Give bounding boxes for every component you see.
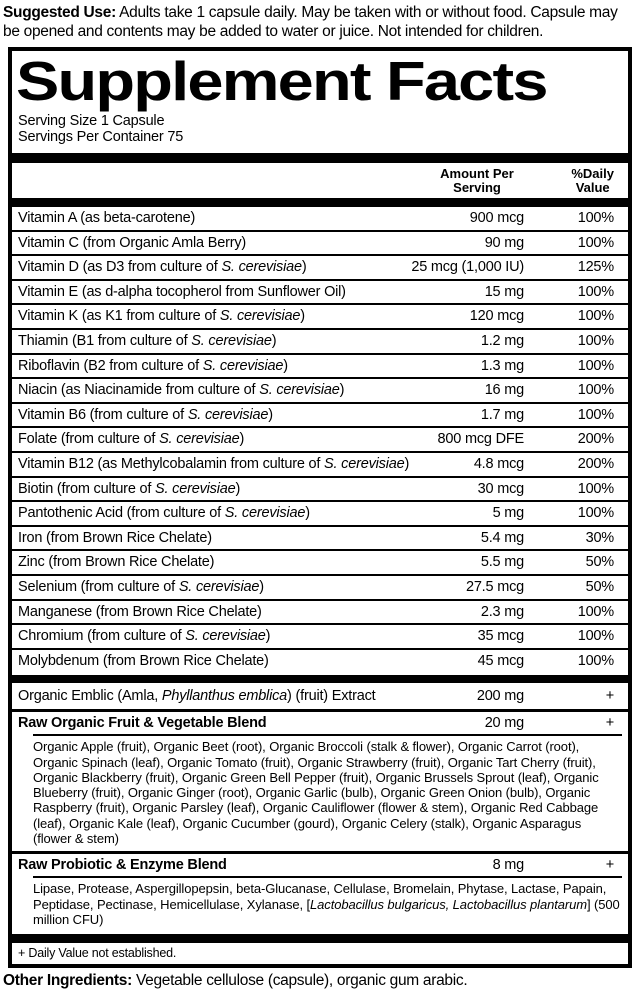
column-header-daily-value: %Daily Value [571,166,614,195]
nutrient-daily-value: 100% [577,652,614,669]
nutrient-daily-value: 200% [577,455,614,472]
nutrient-name: Chromium (from culture of S. cerevisiae) [18,628,271,645]
fruit-vegetable-blend-row [12,709,628,734]
nutrient-row [12,353,628,378]
daily-value-footnote: + Daily Value not established. [18,946,177,961]
nutrient-amount: 2.3 mg [480,603,524,620]
nutrient-row [12,402,628,427]
nutrient-row [12,599,628,624]
nutrient-daily-value: 100% [577,283,614,300]
nutrient-name: Molybdenum (from Brown Rice Chelate) [18,652,269,669]
nutrient-daily-value: 50% [585,554,614,571]
nutrient-amount: 1.3 mg [480,357,524,374]
nutrient-name: Riboflavin (B2 from culture of S. cerevisiae) [18,357,288,374]
nutrient-row [12,303,628,328]
panel-title: Supplement Facts [16,50,547,112]
nutrient-row [12,205,628,230]
nutrient-name: Folate (from culture of S. cerevisiae) [18,431,245,448]
nutrient-amount: 25 mcg (1,000 IU) [411,259,524,276]
nutrient-name: Biotin (from culture of S. cerevisiae) [18,480,241,497]
nutrient-daily-value: 50% [585,578,614,595]
nutrient-amount: 900 mcg [469,210,524,226]
nutrient-name: Vitamin B6 (from culture of S. cerevisiae) [18,406,273,423]
nutrient-amount: 5.5 mg [480,554,524,571]
column-header-amount: Amount Per Serving [440,166,514,195]
probiotic-enzyme-blend-ingredients: Lipase, Protease, Aspergillopepsin, beta-Glucanase, Cellulase, Bromelain, Phytase, Lactase, Papain, Peptidase, Pectinase, Hemicellulase, Xylanase, [Lactobacillus bulgaricus, Lactobacillus plantarum] (500 million CFU) [33,876,622,932]
nutrient-amount: 120 mcg [469,308,524,325]
nutrient-row [12,648,628,673]
nutrient-row [12,574,628,599]
nutrient-name: Pantothenic Acid (from culture of S. cerevisiae) [18,505,310,522]
suggested-use-text: Adults take 1 capsule daily. May be taken with or without food. Capsule may be opened and contents may be added to water or juice. Not intended for children. [3,4,618,40]
nutrient-name: Iron (from Brown Rice Chelate) [18,529,212,546]
nutrient-amount: 45 mcg [477,652,524,669]
nutrient-name: Vitamin K (as K1 from culture of S. cerevisiae) [18,308,305,325]
nutrient-table [12,205,628,672]
nutrient-daily-value: 100% [577,382,614,399]
nutrient-row [12,623,628,648]
nutrient-name: Thiamin (B1 from culture of S. cerevisiae) [18,332,277,349]
nutrient-row [12,500,628,525]
nutrient-daily-value: 100% [577,210,614,226]
servings-per-container: Servings Per Container 75 [18,129,184,145]
nutrient-amount: 4.8 mcg [473,455,524,472]
suggested-use [3,3,636,41]
fruit-vegetable-blend-ingredients: Organic Apple (fruit), Organic Beet (root), Organic Broccoli (stalk & flower), Organic Carrot (root), Organic Spinach (leaf), Organic Tomato (fruit), Organic Strawberry (fruit), Organic Tart Cherry (fruit), Organic Blackberry (fruit), Organic Green Bell Pepper (fruit), Organic Brussels Sprout (leaf), Organic Blueberry (fruit), Organic Ginger (root), Organic Garlic (bulb), Organic Green Onion (bulb), Organic Raspberry (fruit), Organic Parsley (leaf), Organic Cauliflower (flower & stem), Organic Red Cabbage (leaf), Organic Kale (leaf), Organic Cucumber (gourd), Organic Celery (stalk), Organic Asparagus (flower & stem) [33,734,622,851]
nutrient-amount: 1.7 mg [480,406,524,423]
nutrient-daily-value: 100% [577,628,614,645]
nutrient-row [12,328,628,353]
nutrient-amount: 16 mg [484,382,524,399]
nutrient-row [12,549,628,574]
serving-info [18,113,620,145]
ingredient-amount: 200 mg [476,688,524,705]
nutrient-amount: 1.2 mg [480,332,524,349]
nutrient-amount: 800 mcg DFE [437,431,524,448]
supplement-facts-panel [8,47,632,968]
nutrient-daily-value: 100% [577,357,614,374]
divider-bar-thick [12,675,628,683]
blend-daily-value: + [605,715,614,732]
other-ingredients-text: Vegetable cellulose (capsule), organic gum arabic. [131,972,468,990]
table-header [12,163,628,198]
nutrient-name: Vitamin E (as d-alpha tocopherol from Sunflower Oil) [18,283,346,300]
nutrient-amount: 35 mcg [477,628,524,645]
blend-amount: 20 mg [484,715,524,732]
other-ingredients [3,972,636,990]
nutrient-name: Manganese (from Brown Rice Chelate) [18,603,262,620]
nutrient-row [12,254,628,279]
divider-bar-medium [12,198,628,205]
nutrient-row [12,230,628,255]
serving-size: Serving Size 1 Capsule [18,113,165,129]
nutrient-name: Vitamin A (as beta-carotene) [18,210,196,226]
other-ingredients-label: Other Ingredients: [3,972,132,990]
blend-daily-value: + [605,857,614,874]
divider-bar-thick [12,934,628,943]
nutrient-daily-value: 200% [577,431,614,448]
nutrient-daily-value: 30% [585,529,614,546]
nutrient-name: Vitamin C (from Organic Amla Berry) [18,234,247,251]
probiotic-enzyme-blend-row [12,851,628,876]
nutrient-row [12,426,628,451]
blend-amount: 8 mg [492,857,524,874]
nutrient-name: Vitamin D (as D3 from culture of S. cerevisiae) [18,259,307,276]
nutrient-daily-value: 100% [577,603,614,620]
nutrient-amount: 5.4 mg [480,529,524,546]
nutrient-daily-value: 100% [577,406,614,423]
nutrient-row [12,451,628,476]
nutrient-daily-value: 100% [577,505,614,522]
blend-name: Raw Organic Fruit & Vegetable Blend [18,715,267,732]
emblic-extract-row [12,683,628,709]
nutrient-amount: 15 mg [484,283,524,300]
nutrient-row [12,476,628,501]
nutrient-daily-value: 100% [577,308,614,325]
nutrient-name: Selenium (from culture of S. cerevisiae) [18,578,264,595]
nutrient-amount: 30 mcg [477,480,524,497]
nutrient-row [12,377,628,402]
nutrient-daily-value: 100% [577,480,614,497]
nutrient-daily-value: 125% [577,259,614,276]
nutrient-amount: 5 mg [492,505,524,522]
nutrient-row [12,525,628,550]
nutrient-amount: 27.5 mcg [465,578,524,595]
nutrient-daily-value: 100% [577,234,614,251]
nutrient-amount: 90 mg [484,234,524,251]
ingredient-daily-value: + [605,688,614,705]
divider-bar-thick [12,153,628,163]
nutrient-daily-value: 100% [577,332,614,349]
nutrient-row [12,279,628,304]
suggested-use-label: Suggested Use: [3,4,116,21]
ingredient-name: Organic Emblic (Amla, Phyllanthus emblica) (fruit) Extract [18,688,376,705]
blend-name: Raw Probiotic & Enzyme Blend [18,857,227,874]
nutrient-name: Zinc (from Brown Rice Chelate) [18,554,215,571]
nutrient-name: Vitamin B12 (as Methylcobalamin from culture of S. cerevisiae) [18,455,410,472]
nutrient-name: Niacin (as Niacinamide from culture of S. cerevisiae) [18,382,345,399]
